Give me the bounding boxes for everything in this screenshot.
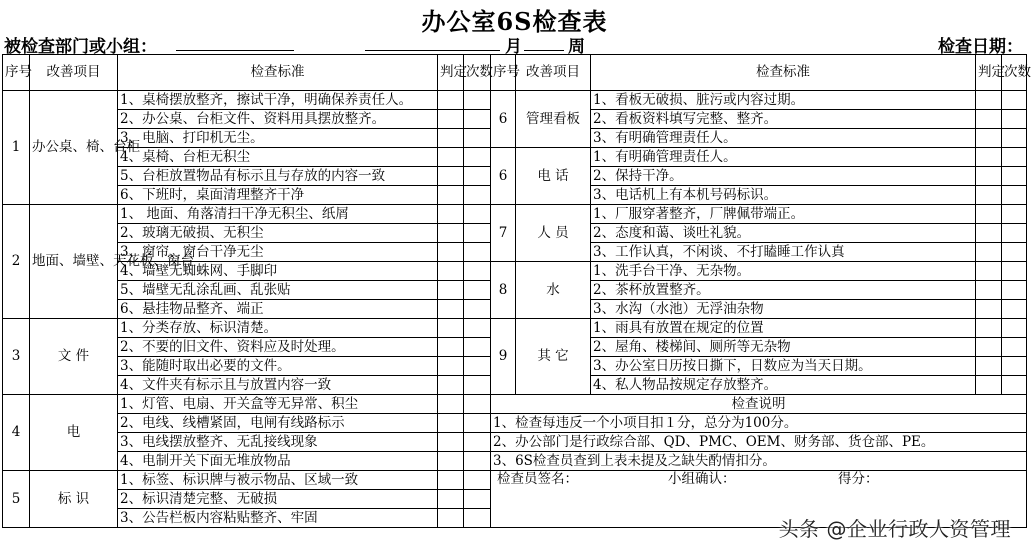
left-times-cell[interactable] — [464, 414, 491, 433]
left-group-number: 3 — [3, 319, 30, 395]
right-standard-item: 1、雨具有放置在规定的位置 — [591, 319, 976, 338]
right-group-number: 9 — [491, 319, 516, 395]
right-times-cell[interactable] — [1002, 129, 1027, 148]
left-standard-item: 3、能随时取出必要的文件。 — [118, 357, 438, 376]
seq-header: 序号 — [3, 55, 30, 91]
left-times-cell[interactable] — [464, 452, 491, 471]
right-judge-cell[interactable] — [976, 376, 1002, 395]
right-standard-item: 3、水沟（水池）无浮油杂物 — [591, 300, 976, 319]
right-judge-cell[interactable] — [976, 110, 1002, 129]
right-judge-cell[interactable] — [976, 319, 1002, 338]
seq-header-right: 序号 — [491, 55, 516, 91]
left-standard-item: 6、下班时，桌面清理整齐干净 — [118, 186, 438, 205]
table-row — [3, 471, 1027, 490]
dept-label: 被检查部门或小组： — [4, 37, 157, 57]
left-times-cell[interactable] — [464, 205, 491, 224]
right-times-cell[interactable] — [1002, 376, 1027, 395]
left-group-name: 地面、墙壁、天花板、窗台 — [30, 205, 118, 319]
date-label: 检查日期： — [938, 37, 1023, 57]
left-standard-item: 3、窗帘、窗台干净无尘 — [118, 243, 438, 262]
right-times-cell[interactable] — [1002, 262, 1027, 281]
left-judge-cell[interactable] — [438, 395, 464, 414]
left-judge-cell[interactable] — [438, 433, 464, 452]
left-judge-cell[interactable] — [438, 338, 464, 357]
right-judge-cell[interactable] — [976, 129, 1002, 148]
left-judge-cell[interactable] — [438, 205, 464, 224]
left-times-cell[interactable] — [464, 262, 491, 281]
left-group-name: 电 — [30, 395, 118, 471]
left-judge-cell[interactable] — [438, 129, 464, 148]
right-times-cell[interactable] — [1002, 300, 1027, 319]
times-header: 次数 — [464, 55, 491, 91]
right-group-number: 6 — [491, 91, 516, 148]
checklist-table — [2, 54, 1031, 528]
month-blank-line — [524, 50, 564, 51]
item-header: 改善项目 — [30, 55, 118, 91]
left-standard-item: 4、文件夹有标示且与放置内容一致 — [118, 376, 438, 395]
left-judge-cell[interactable] — [438, 243, 464, 262]
right-judge-cell[interactable] — [976, 262, 1002, 281]
left-standard-item: 2、不要的旧文件、资料应及时处理。 — [118, 338, 438, 357]
left-standard-item: 2、办公桌、台柜文件、资料用具摆放整齐。 — [118, 110, 438, 129]
right-standard-item: 2、看板资料填写完整、整齐。 — [591, 110, 976, 129]
left-times-cell[interactable] — [464, 224, 491, 243]
left-group-number: 4 — [3, 395, 30, 471]
left-standard-item: 1、标签、标识牌与被示物品、区域一致 — [118, 471, 438, 490]
left-times-cell[interactable] — [464, 338, 491, 357]
right-standard-item: 2、保持干净。 — [591, 167, 976, 186]
table-row — [3, 319, 1027, 338]
left-times-cell[interactable] — [464, 509, 491, 528]
left-judge-cell[interactable] — [438, 300, 464, 319]
left-times-cell[interactable] — [464, 376, 491, 395]
left-times-cell[interactable] — [464, 471, 491, 490]
judge-header-right: 判定 — [976, 55, 1002, 91]
right-standard-item: 1、有明确管理责任人。 — [591, 148, 976, 167]
left-group-number: 2 — [3, 205, 30, 319]
right-group-number: 6 — [491, 148, 516, 205]
left-standard-item: 2、电线、线槽紧固，电闸有线路标示 — [118, 414, 438, 433]
left-standard-item: 6、悬挂物品整齐、端正 — [118, 300, 438, 319]
left-standard-item: 2、标识清楚完整、无破损 — [118, 490, 438, 509]
left-times-cell[interactable] — [464, 129, 491, 148]
left-times-cell[interactable] — [464, 281, 491, 300]
left-judge-cell[interactable] — [438, 357, 464, 376]
table-row — [3, 433, 1027, 452]
item-header-right: 改善项目 — [516, 55, 591, 91]
note-item: 2、办公部门是行政综合部、QD、PMC、OEM、财务部、货仓部、PE。 — [491, 433, 1027, 452]
header-row — [3, 55, 1027, 91]
right-group-number: 7 — [491, 205, 516, 262]
judge-header: 判定 — [438, 55, 464, 91]
left-standard-item: 1、分类存放、标识清楚。 — [118, 319, 438, 338]
right-standard-item: 2、茶杯放置整齐。 — [591, 281, 976, 300]
right-judge-cell[interactable] — [976, 243, 1002, 262]
left-group-number: 1 — [3, 91, 30, 205]
left-standard-item: 1、 地面、角落清扫干净无积尘、纸屑 — [118, 205, 438, 224]
right-times-cell[interactable] — [1002, 148, 1027, 167]
left-group-number: 5 — [3, 471, 30, 528]
right-standard-item: 1、看板无破损、脏污或内容过期。 — [591, 91, 976, 110]
right-standard-item: 3、有明确管理责任人。 — [591, 129, 976, 148]
right-group-name: 电 话 — [516, 148, 591, 205]
right-standard-item: 3、办公室日历按日撕下，日数应为当天日期。 — [591, 357, 976, 376]
right-times-cell[interactable] — [1002, 224, 1027, 243]
left-group-name: 标 识 — [30, 471, 118, 528]
right-standard-item: 2、屋角、楼梯间、厕所等无杂物 — [591, 338, 976, 357]
right-standard-item: 2、态度和蔼、谈吐礼貌。 — [591, 224, 976, 243]
left-judge-cell[interactable] — [438, 262, 464, 281]
right-standard-item: 4、私人物品按规定存放整齐。 — [591, 376, 976, 395]
right-judge-cell[interactable] — [976, 357, 1002, 376]
left-judge-cell[interactable] — [438, 148, 464, 167]
right-judge-cell[interactable] — [976, 338, 1002, 357]
left-judge-cell[interactable] — [438, 224, 464, 243]
group-confirm-label: 小组确认： — [668, 471, 736, 487]
signature-row — [493, 471, 1024, 488]
left-judge-cell[interactable] — [438, 186, 464, 205]
left-judge-cell[interactable] — [438, 281, 464, 300]
note-item: 1、检查每违反一个小项目扣１分，总分为100分。 — [491, 414, 1027, 433]
times-header-right: 次数 — [1002, 55, 1027, 91]
right-judge-cell[interactable] — [976, 148, 1002, 167]
right-group-name: 水 — [516, 262, 591, 319]
left-times-cell[interactable] — [464, 148, 491, 167]
right-standard-item: 3、工作认真，不闲谈、不打瞌睡工作认真 — [591, 243, 976, 262]
left-standard-item: 3、公告栏板内容粘贴整齐、牢固 — [118, 509, 438, 528]
right-standard-item: 3、电话机上有本机号码标识。 — [591, 186, 976, 205]
table-row — [3, 452, 1027, 471]
right-judge-cell[interactable] — [976, 281, 1002, 300]
right-judge-cell[interactable] — [976, 186, 1002, 205]
right-times-cell[interactable] — [1002, 205, 1027, 224]
left-standard-item: 4、桌椅、台柜无积尘 — [118, 148, 438, 167]
notes-title: 检查说明 — [491, 395, 1027, 414]
right-group-name: 管理看板 — [516, 91, 591, 148]
left-judge-cell[interactable] — [438, 471, 464, 490]
left-judge-cell[interactable] — [438, 91, 464, 110]
left-standard-item: 4、墙壁无蜘蛛网、手脚印 — [118, 262, 438, 281]
right-times-cell[interactable] — [1002, 167, 1027, 186]
left-judge-cell[interactable] — [438, 167, 464, 186]
right-times-cell[interactable] — [1002, 338, 1027, 357]
left-times-cell[interactable] — [464, 186, 491, 205]
left-standard-item: 5、墙壁无乱涂乱画、乱张贴 — [118, 281, 438, 300]
right-times-cell[interactable] — [1002, 319, 1027, 338]
left-times-cell[interactable] — [464, 243, 491, 262]
right-judge-cell[interactable] — [976, 224, 1002, 243]
table-row — [3, 148, 1027, 167]
left-standard-item: 1、桌椅摆放整齐，擦试干净，明确保养责任人。 — [118, 91, 438, 110]
table-row — [3, 91, 1027, 110]
inspector-signature-label: 检查员签名： — [497, 471, 578, 487]
left-judge-cell[interactable] — [438, 110, 464, 129]
left-times-cell[interactable] — [464, 167, 491, 186]
score-label: 得分： — [838, 471, 879, 487]
left-judge-cell[interactable] — [438, 490, 464, 509]
right-group-name: 人 员 — [516, 205, 591, 262]
right-times-cell[interactable] — [1002, 357, 1027, 376]
left-times-cell[interactable] — [464, 395, 491, 414]
left-times-cell[interactable] — [464, 357, 491, 376]
left-judge-cell[interactable] — [438, 319, 464, 338]
left-standard-item: 3、电脑、打印机无尘。 — [118, 129, 438, 148]
sheet-title: 办公室6S检查表 — [421, 7, 608, 36]
left-standard-item: 2、玻璃无破损、无积尘 — [118, 224, 438, 243]
left-standard-item: 3、电线摆放整齐、无乱接线现象 — [118, 433, 438, 452]
left-group-name: 办公桌、椅、台柜 — [30, 91, 118, 205]
table-row — [3, 205, 1027, 224]
left-times-cell[interactable] — [464, 300, 491, 319]
left-group-name: 文 件 — [30, 319, 118, 395]
left-times-cell[interactable] — [464, 319, 491, 338]
right-times-cell[interactable] — [1002, 110, 1027, 129]
right-judge-cell[interactable] — [976, 205, 1002, 224]
right-standard-item: 1、洗手台干净、无杂物。 — [591, 262, 976, 281]
left-judge-cell[interactable] — [438, 509, 464, 528]
right-judge-cell[interactable] — [976, 91, 1002, 110]
right-group-number: 8 — [491, 262, 516, 319]
left-judge-cell[interactable] — [438, 452, 464, 471]
dept-blank-line — [176, 50, 294, 51]
left-times-cell[interactable] — [464, 433, 491, 452]
watermark: 头条 @企业行政人资管理 — [778, 517, 1011, 541]
left-standard-item: 4、电制开关下面无堆放物品 — [118, 452, 438, 471]
month-label: 月 — [505, 37, 522, 57]
right-times-cell[interactable] — [1002, 243, 1027, 262]
table-row — [3, 395, 1027, 414]
standard-header: 检查标准 — [118, 55, 438, 91]
left-times-cell[interactable] — [464, 110, 491, 129]
right-times-cell[interactable] — [1002, 186, 1027, 205]
table-row — [3, 262, 1027, 281]
right-group-name: 其 它 — [516, 319, 591, 395]
left-standard-item: 1、灯管、电扇、开关盒等无异常、积尘 — [118, 395, 438, 414]
left-times-cell[interactable] — [464, 91, 491, 110]
week-label: 周 — [568, 37, 585, 57]
right-standard-item: 1、厂服穿著整齐，厂牌佩带端正。 — [591, 205, 976, 224]
left-standard-item: 5、台柜放置物品有标示且与存放的内容一致 — [118, 167, 438, 186]
left-judge-cell[interactable] — [438, 414, 464, 433]
note-item: 3、6S检查员查到上表未提及之缺失酌情扣分。 — [491, 452, 1027, 471]
right-times-cell[interactable] — [1002, 281, 1027, 300]
right-judge-cell[interactable] — [976, 167, 1002, 186]
right-times-cell[interactable] — [1002, 91, 1027, 110]
right-judge-cell[interactable] — [976, 300, 1002, 319]
left-times-cell[interactable] — [464, 490, 491, 509]
left-judge-cell[interactable] — [438, 376, 464, 395]
table-row — [3, 414, 1027, 433]
dept-blank-line-2 — [365, 50, 500, 51]
standard-header-right: 检查标准 — [591, 55, 976, 91]
